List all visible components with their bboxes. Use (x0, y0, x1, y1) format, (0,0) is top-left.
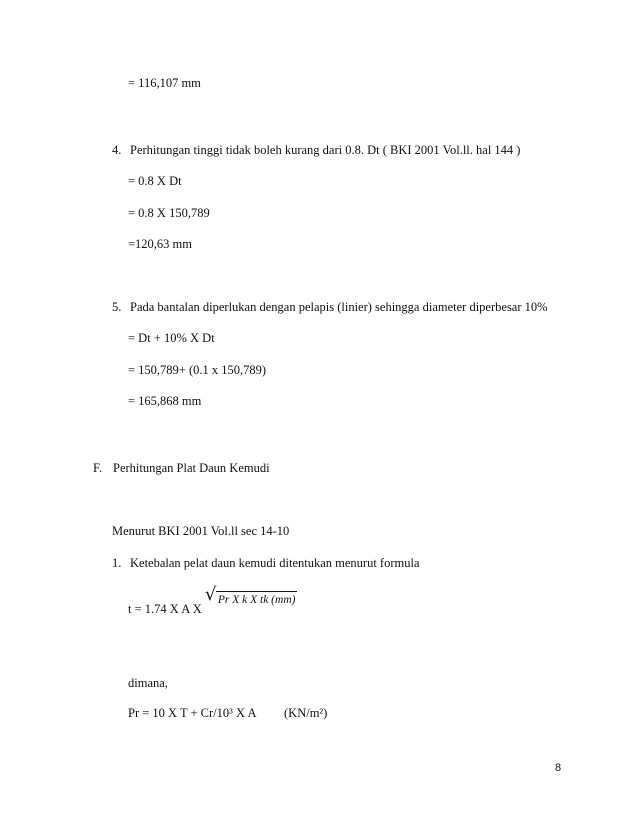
list-number: 1. (112, 556, 122, 570)
formula-line (128, 584, 297, 618)
list-text: Pada bantalan diperlukan dengan pelapis (linier) sehingga diameter diperbesar 10% (130, 300, 548, 314)
list-item (112, 299, 548, 315)
section-letter: F. (93, 461, 103, 475)
list-text: Ketebalan pelat daun kemudi ditentukan menurut formula (130, 556, 420, 570)
list-number: 5. (112, 300, 122, 314)
formula-unit: (KN/m²) (284, 706, 328, 720)
list-number: 4. (112, 143, 122, 157)
equation-line: =120,63 mm (128, 237, 192, 251)
equation-line: = 0.8 X Dt (128, 174, 182, 188)
formula-left: Pr = 10 X T + Cr/10³ X A (128, 706, 257, 720)
reference-line: Menurut BKI 2001 Vol.ll sec 14-10 (112, 524, 290, 538)
section-title: Perhitungan Plat Daun Kemudi (113, 461, 270, 475)
list-text: Perhitungan tinggi tidak boleh kurang dari 0.8. Dt ( BKI 2001 Vol.ll. hal 144 ) (130, 143, 521, 157)
equation-line: = Dt + 10% X Dt (128, 331, 215, 345)
formula-radicand: Pr X k X tk (mm) (216, 591, 298, 608)
formula-prefix: t = 1.74 X A X (128, 602, 202, 616)
list-item (112, 555, 420, 571)
text-line: dimana, (128, 676, 168, 690)
equation-line: = 116,107 mm (128, 76, 201, 90)
radical-sign: √ (204, 584, 217, 605)
section-heading (93, 460, 270, 476)
equation-line: = 165,868 mm (128, 394, 202, 408)
list-item (112, 142, 520, 158)
square-root (204, 584, 298, 618)
formula-line (128, 705, 257, 721)
equation-line: = 0.8 X 150,789 (128, 206, 210, 220)
page-number: 8 (555, 762, 562, 774)
equation-line: = 150,789+ (0.1 x 150,789) (128, 363, 267, 377)
